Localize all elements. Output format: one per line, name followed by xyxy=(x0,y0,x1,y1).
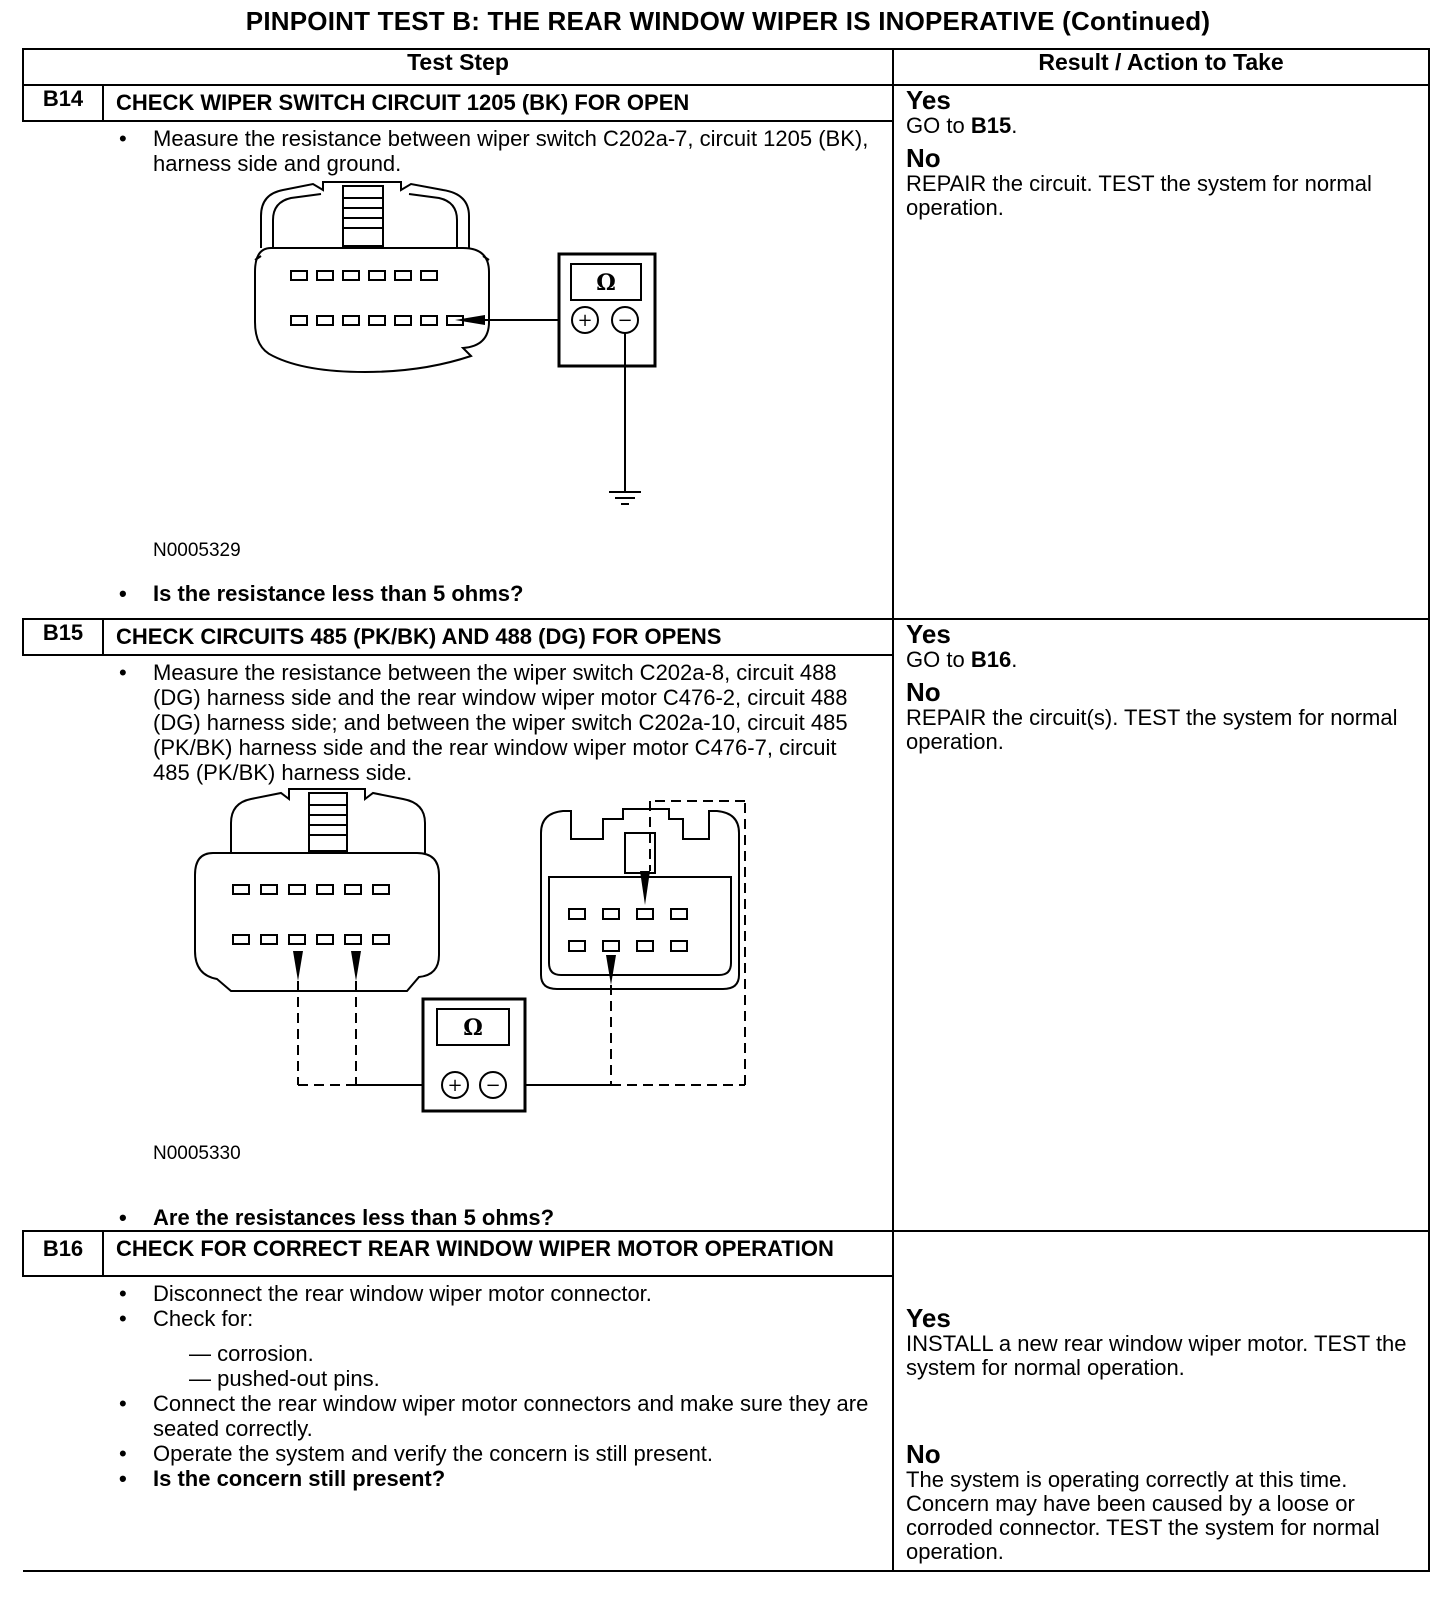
step-b16-result xyxy=(893,1231,1429,1571)
step-id: B16 xyxy=(23,1231,103,1276)
meter-ohm-symbol: Ω xyxy=(463,1015,483,1041)
yes-action: INSTALL a new rear window wiper motor. TEST the system for normal operation. xyxy=(906,1331,1407,1380)
meter-ohm-symbol: Ω xyxy=(596,270,616,296)
sub-pushed-out-pins: — pushed-out pins. xyxy=(189,1365,380,1391)
minus-terminal: − xyxy=(485,1075,501,1096)
step-b16-body xyxy=(23,1276,893,1571)
yes-label: Yes xyxy=(906,619,951,649)
step-b14-result xyxy=(893,85,1429,619)
pinpoint-test-table xyxy=(22,48,1430,1572)
plus-terminal: + xyxy=(447,1075,463,1096)
yes-label: Yes xyxy=(906,1303,951,1333)
step-title: CHECK CIRCUITS 485 (PK/BK) AND 488 (DG) FOR OPENS xyxy=(103,619,893,655)
page-title: PINPOINT TEST B: THE REAR WINDOW WIPER IS INOPERATIVE (Continued) xyxy=(245,6,1211,36)
bullet-disconnect: • Disconnect the rear window wiper motor connector. xyxy=(23,1281,892,1306)
goto-link[interactable]: B16 xyxy=(970,647,1012,672)
step-title: CHECK FOR CORRECT REAR WINDOW WIPER MOTOR OPERATION xyxy=(103,1231,893,1276)
yes-label: Yes xyxy=(906,85,951,115)
step-id: B15 xyxy=(23,619,103,655)
no-action: REPAIR the circuit(s). TEST the system for normal operation. xyxy=(906,705,1398,754)
instruction: • Measure the resistance between the wiper switch C202a-8, circuit 488 (DG) harness side and the rear window wiper motor C476-2, circuit 488 (DG) harness side; and between the wiper switch C202a-10, circuit 485 (PK/BK) harness side and the rear window wiper motor C476-7, circuit 485 (PK/BK) harness side. xyxy=(23,660,892,785)
step-id: B14 xyxy=(23,85,103,121)
no-label: No xyxy=(906,677,941,707)
no-action: REPAIR the circuit. TEST the system for normal operation. xyxy=(906,171,1372,220)
yes-action: GO to B16. xyxy=(906,647,1018,672)
step-b14-title-row xyxy=(23,85,1429,121)
instruction: • Measure the resistance between wiper switch C202a-7, circuit 1205 (BK), harness side and ground. xyxy=(23,126,892,176)
yes-action: GO to B15. xyxy=(906,113,1018,138)
bullet-check-for: • Check for: xyxy=(23,1306,892,1331)
no-label: No xyxy=(906,143,941,173)
step-b15-title-row xyxy=(23,619,1429,655)
figure-id: N0005329 xyxy=(153,540,241,561)
step-title: CHECK WIPER SWITCH CIRCUIT 1205 (BK) FOR OPEN xyxy=(103,85,893,121)
connector-diagram-b14 xyxy=(23,176,893,516)
step-b15-result xyxy=(893,619,1429,1231)
figure-id: N0005330 xyxy=(153,1143,241,1164)
no-label: No xyxy=(906,1439,941,1469)
step-b16-title-row xyxy=(23,1231,1429,1276)
minus-terminal: − xyxy=(617,310,633,331)
question: • Is the concern still present? xyxy=(23,1466,892,1491)
figure-b14 xyxy=(23,176,892,581)
table-header-row xyxy=(23,49,1429,85)
sub-corrosion: — corrosion. xyxy=(189,1340,314,1366)
step-b15-body xyxy=(23,655,893,1231)
header-result: Result / Action to Take xyxy=(893,49,1429,85)
figure-b15 xyxy=(23,785,892,1205)
question: • Is the resistance less than 5 ohms? xyxy=(23,581,892,606)
goto-link[interactable]: B15 xyxy=(970,113,1012,138)
connector-diagram-b15 xyxy=(23,785,893,1165)
step-b14-body xyxy=(23,121,893,619)
question: • Are the resistances less than 5 ohms? xyxy=(23,1205,892,1230)
plus-terminal: + xyxy=(577,310,593,331)
no-action: The system is operating correctly at this time. Concern may have been caused by a loose or corroded connector. TEST the system for normal operation. xyxy=(906,1467,1380,1564)
bullet-connect: • Connect the rear window wiper motor connectors and make sure they are seated correctly. xyxy=(23,1391,892,1441)
header-test-step: Test Step xyxy=(23,49,893,85)
bullet-operate: • Operate the system and verify the concern is still present. xyxy=(23,1441,892,1466)
